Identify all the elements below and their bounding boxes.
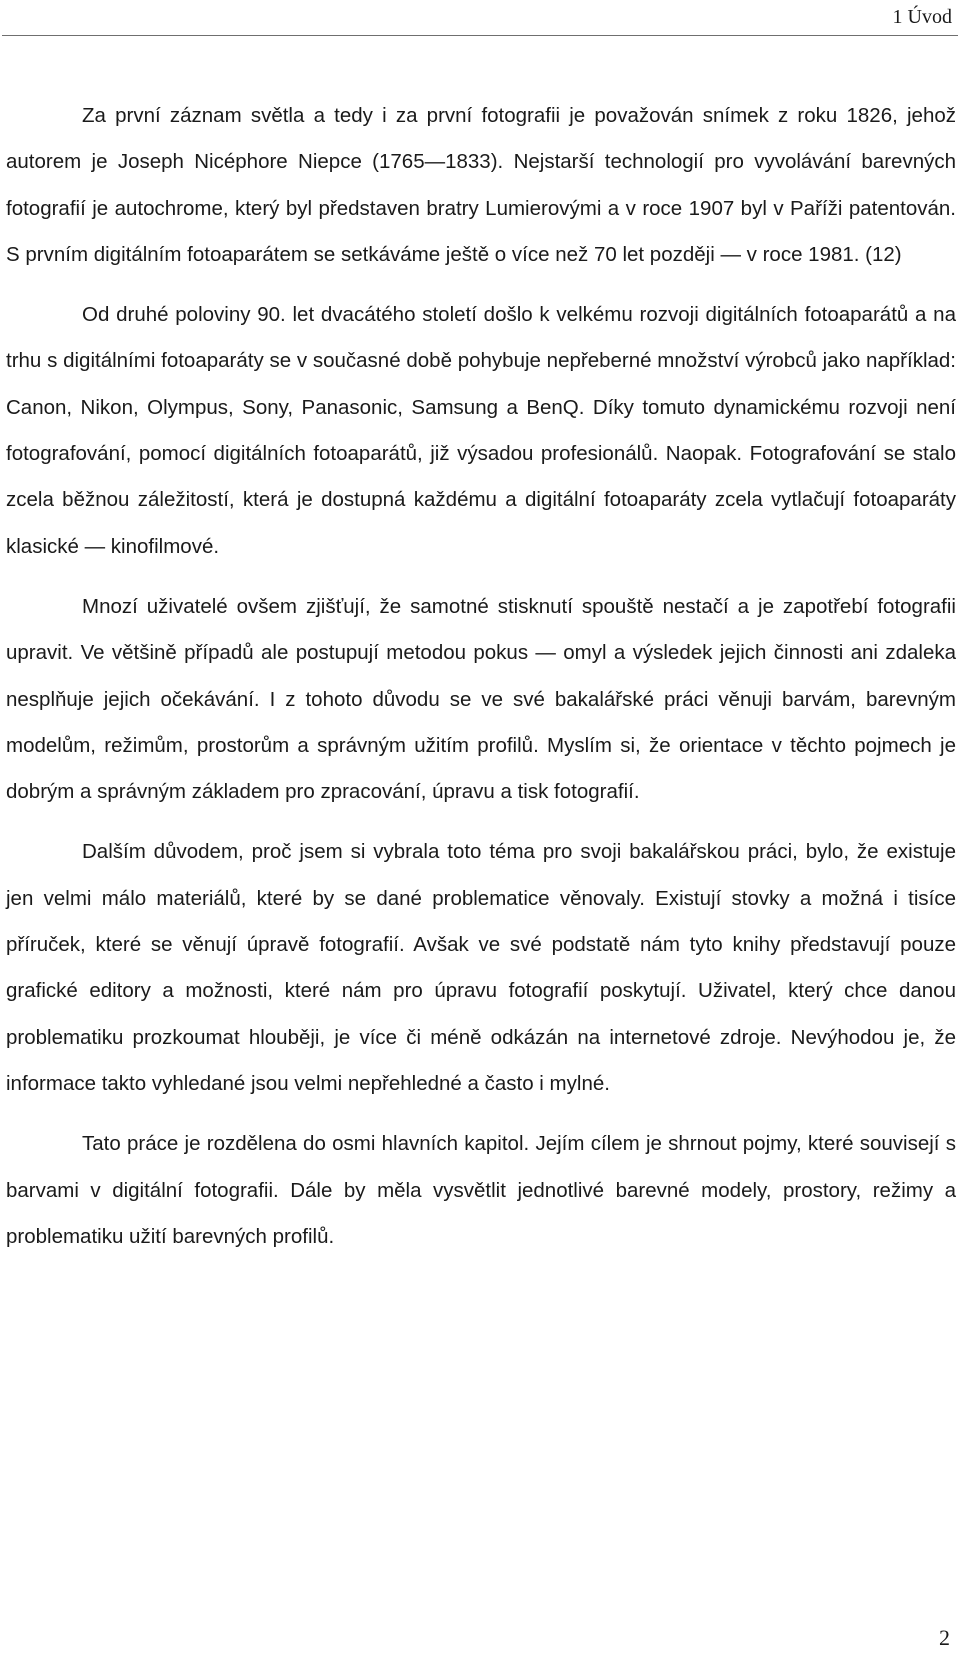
paragraph: Od druhé poloviny 90. let dvacátého století došlo k velkému rozvoji digitálních fotoaparátů a na trhu s digitálními fotoaparáty se v současné době pohybuje nepřeberné množství výrobců jako například: Canon, Nikon, Olympus, Sony, Panasonic, Samsung a BenQ. Díky tomuto dynamickému rozvoji není fotografování, pomocí digitálních fotoaparátů, již výsadou profesionálů. Naopak. Fotografování se stalo zcela běžnou záležitostí, která je dostupná každému a digitální fotoaparáty zcela vytlačují fotoaparáty klasické — kinofilmové. [6,303,956,558]
header-rule [2,35,958,36]
page-number: 2 [939,1625,950,1650]
header-chapter [893,6,952,29]
paragraph: Tato práce je rozdělena do osmi hlavních kapitol. Jejím cílem je shrnout pojmy, které souvisejí s barvami v digitální fotografii. Dále by měla vysvětlit jednotlivé barevné modely, prostory, režimy a problematiku užití barevných profilů. [6,1132,956,1248]
header-chapter-title: Úvod [907,6,952,28]
paragraph: Dalším důvodem, proč jsem si vybrala toto téma pro svoji bakalářskou práci, bylo, že existuje jen velmi málo materiálů, které by se dané problematice věnovaly. Existují stovky a možná i tisíce příruček, které se věnují úpravě fotografií. Avšak ve své podstatě nám tyto knihy představují pouze grafické editory a možnosti, které nám pro úpravu fotografií poskytují. Uživatel, který chce danou problematiku prozkoumat hlouběji, je více či méně odkázán na internetové zdroje. Nevýhodou je, že informace takto vyhledané jsou velmi nepřehledné a často i mylné. [6,840,956,1095]
paragraph: Mnozí uživatelé ovšem zjišťují, že samotné stisknutí spouště nestačí a je zapotřebí fotografii upravit. Ve většině případů ale postupují metodou pokus — omyl a výsledek jejich činnosti ani zdaleka nesplňuje jejich očekávání. I z tohoto důvodu se ve své bakalářské práci věnuji barvám, barevným modelům, režimům, prostorům a správným užitím profilů. Myslím si, že orientace v těchto pojmech je dobrým a správným základem pro zpracování, úpravu a tisk fotografií. [6,594,956,804]
header-chapter-number: 1 [892,6,903,28]
paragraph: Za první záznam světla a tedy i za první fotografii je považován snímek z roku 1826, jehož autorem je Joseph Nicéphore Niepce (1765—1833). Nejstarší technologií pro vyvolávání barevných fotografií je autochrome, který byl představen bratry Lumierovými a v roce 1907 byl v Paříži patentován. S prvním digitálním fotoaparátem se setkáváme ještě o více než 70 let později — v roce 1981. (12) [6,104,956,266]
body-text [6,93,956,1274]
running-header [0,0,960,36]
